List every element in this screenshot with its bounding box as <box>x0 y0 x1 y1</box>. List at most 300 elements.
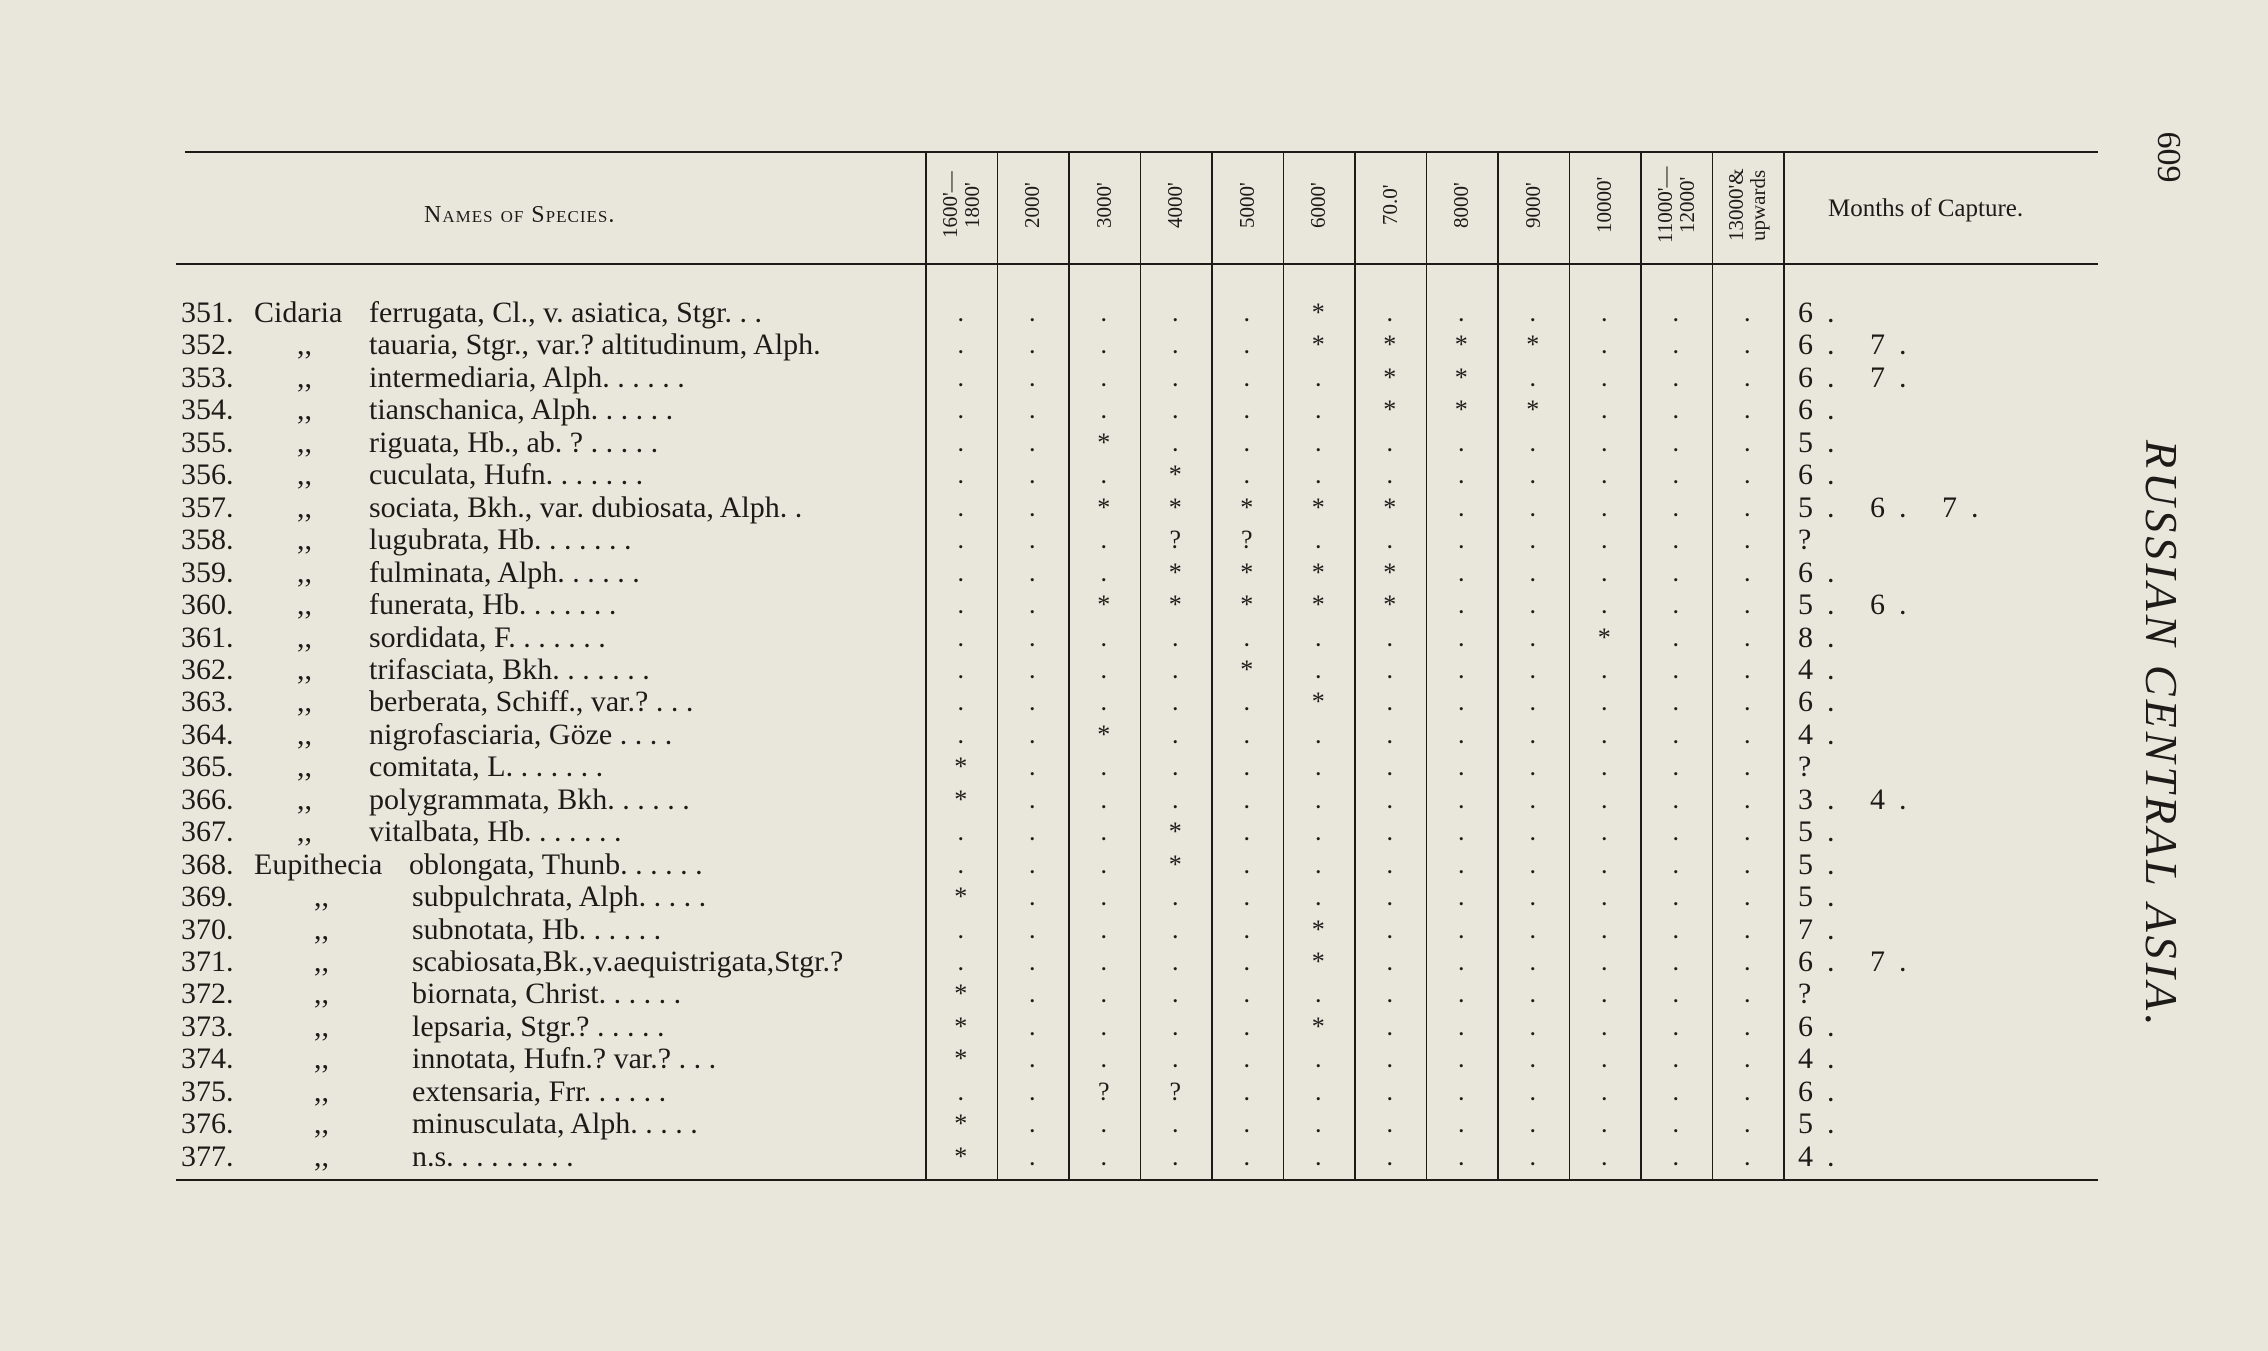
altitude-cell: . <box>957 460 964 490</box>
altitude-cell: . <box>1529 1011 1536 1041</box>
altitude-cell: . <box>1029 1076 1036 1106</box>
species-number: 367. <box>181 815 234 849</box>
altitude-cell: . <box>1029 460 1036 490</box>
page-number: 609 <box>2150 131 2187 183</box>
species-name: lugubrata, Hb. . . . . . . <box>369 523 632 557</box>
altitude-cell: . <box>1100 1109 1107 1139</box>
altitude-cell: . <box>1100 1141 1107 1171</box>
altitude-cell: . <box>1601 460 1608 490</box>
column-line <box>1068 151 1070 1180</box>
altitude-cell: * <box>1454 330 1468 360</box>
altitude-cell: . <box>1243 947 1250 976</box>
altitude-cell: * <box>1311 947 1325 976</box>
species-number: 362. <box>181 652 234 686</box>
ditto-mark: ,, <box>297 782 312 816</box>
altitude-cell: . <box>1029 492 1036 522</box>
altitude-cell: . <box>1744 654 1751 684</box>
species-number: 369. <box>181 880 234 914</box>
altitude-cell: . <box>1029 752 1036 782</box>
altitude-cell: . <box>1243 330 1250 360</box>
species-name: comitata, L. . . . . . . <box>369 750 604 784</box>
species-number: 365. <box>181 750 234 784</box>
altitude-cell: . <box>1601 817 1608 847</box>
months-of-capture: 6. <box>1798 296 1849 329</box>
altitude-cell: . <box>1315 1109 1322 1139</box>
altitude-cell: . <box>1529 298 1536 327</box>
altitude-cell: . <box>957 1076 964 1106</box>
altitude-cell: . <box>957 947 964 976</box>
altitude-cell: . <box>957 362 964 392</box>
altitude-cell: * <box>1168 590 1182 620</box>
altitude-cell: . <box>1601 719 1608 749</box>
ditto-mark: ,, <box>314 1107 329 1141</box>
altitude-cell: . <box>1458 1044 1465 1074</box>
species-number: 377. <box>181 1139 234 1173</box>
altitude-cell: . <box>1672 1109 1679 1139</box>
months-of-capture: 5. <box>1798 880 1849 914</box>
altitude-cell: . <box>957 298 964 327</box>
species-number: 373. <box>181 1009 234 1043</box>
altitude-header: 6000' <box>1306 182 1331 228</box>
months-of-capture: 4. <box>1798 1042 1849 1076</box>
altitude-cell: . <box>1100 362 1107 392</box>
ditto-mark: ,, <box>297 750 312 784</box>
altitude-cell: . <box>1744 427 1751 457</box>
altitude-cell: . <box>1601 557 1608 587</box>
altitude-header: 8000' <box>1449 182 1474 228</box>
altitude-cell: . <box>1243 460 1250 490</box>
altitude-cell: . <box>1029 557 1036 587</box>
altitude-cell: . <box>1100 882 1107 912</box>
months-of-capture: ? <box>1798 523 1826 557</box>
altitude-cell: . <box>1029 687 1036 717</box>
ditto-mark: ,, <box>314 1074 329 1108</box>
altitude-cell: * <box>1097 719 1111 749</box>
altitude-cell: . <box>1744 395 1751 425</box>
altitude-cell: . <box>1100 525 1107 555</box>
months-of-capture: 4. <box>1798 652 1849 686</box>
altitude-cell: * <box>954 1011 968 1041</box>
species-name: extensaria, Frr. . . . . . <box>412 1074 667 1108</box>
altitude-cell: . <box>1029 817 1036 847</box>
altitude-cell: . <box>1029 882 1036 912</box>
altitude-cell: . <box>1601 330 1608 360</box>
altitude-cell: . <box>1672 622 1679 652</box>
ditto-mark: ,, <box>314 912 329 946</box>
altitude-cell: . <box>1529 622 1536 652</box>
running-head: RUSSIAN CENTRAL ASIA. <box>2136 440 2187 1030</box>
species-number: 361. <box>181 620 234 654</box>
altitude-cell: . <box>1029 427 1036 457</box>
altitude-cell: . <box>1529 427 1536 457</box>
altitude-cell: . <box>1672 298 1679 327</box>
altitude-cell: . <box>1672 914 1679 944</box>
altitude-cell: . <box>1386 849 1393 879</box>
ditto-mark: ,, <box>297 393 312 427</box>
altitude-cell: . <box>1458 1076 1465 1106</box>
altitude-cell: . <box>1744 687 1751 717</box>
altitude-cell: . <box>1100 298 1107 327</box>
altitude-cell: . <box>1529 979 1536 1009</box>
ditto-mark: ,, <box>297 620 312 654</box>
altitude-cell: . <box>1172 914 1179 944</box>
species-name: nigrofasciaria, Göze . . . . <box>369 717 673 751</box>
genus-name: Eupithecia <box>254 847 383 881</box>
months-of-capture: 6. <box>1798 555 1849 589</box>
ditto-mark: ,, <box>297 328 312 362</box>
altitude-cell: . <box>1100 622 1107 652</box>
altitude-cell: . <box>1029 298 1036 327</box>
altitude-cell: . <box>1029 719 1036 749</box>
ditto-mark: ,, <box>314 1042 329 1076</box>
altitude-cell: . <box>1100 687 1107 717</box>
altitude-cell: . <box>1458 525 1465 555</box>
altitude-cell: . <box>1672 719 1679 749</box>
species-number: 354. <box>181 393 234 427</box>
months-of-capture: 6. 7. <box>1798 360 1921 394</box>
altitude-cell: . <box>1458 882 1465 912</box>
altitude-cell: . <box>1386 525 1393 555</box>
altitude-cell: . <box>1672 1011 1679 1041</box>
altitude-cell: . <box>957 914 964 944</box>
altitude-cell: * <box>1526 330 1540 360</box>
altitude-cell: . <box>1315 622 1322 652</box>
altitude-cell: . <box>1672 557 1679 587</box>
months-of-capture: 5. <box>1798 425 1849 459</box>
species-name: n.s. . . . . . . . . <box>412 1139 574 1173</box>
altitude-cell: * <box>1240 492 1254 522</box>
altitude-header: 13000'& upwards <box>1724 168 1771 242</box>
altitude-cell: * <box>954 784 968 814</box>
header-rule <box>176 263 2098 265</box>
altitude-cell: . <box>1315 784 1322 814</box>
altitude-cell: . <box>1315 460 1322 490</box>
altitude-cell: . <box>1529 719 1536 749</box>
altitude-cell: . <box>1672 979 1679 1009</box>
column-line <box>1569 151 1571 1180</box>
column-line <box>1783 151 1785 1180</box>
species-name: tianschanica, Alph. . . . . . <box>369 393 674 427</box>
altitude-cell: . <box>1458 557 1465 587</box>
months-of-capture: 6. 7. <box>1798 328 1921 362</box>
species-name: fulminata, Alph. . . . . . <box>369 555 640 589</box>
altitude-cell: * <box>1383 362 1397 392</box>
altitude-cell: . <box>1243 1076 1250 1106</box>
altitude-cell: . <box>1529 849 1536 879</box>
names-header: Names of Species. <box>424 202 616 228</box>
months-header: Months of Capture. <box>1828 195 2024 222</box>
altitude-cell: . <box>1100 395 1107 425</box>
months-of-capture: 6. <box>1798 393 1849 427</box>
altitude-cell: . <box>1672 1044 1679 1074</box>
altitude-cell: . <box>1029 330 1036 360</box>
altitude-cell: . <box>1672 752 1679 782</box>
altitude-cell: . <box>1601 1141 1608 1171</box>
altitude-cell: . <box>1601 1109 1608 1139</box>
altitude-cell: . <box>1172 395 1179 425</box>
altitude-cell: . <box>1672 784 1679 814</box>
months-of-capture: 6. <box>1798 685 1849 719</box>
altitude-cell: . <box>1458 979 1465 1009</box>
altitude-cell: . <box>1315 525 1322 555</box>
altitude-cell: . <box>1672 460 1679 490</box>
altitude-cell: . <box>1458 1109 1465 1139</box>
altitude-cell: ? <box>1240 525 1253 555</box>
altitude-cell: . <box>1601 752 1608 782</box>
altitude-cell: . <box>1243 817 1250 847</box>
altitude-cell: . <box>1601 687 1608 717</box>
species-number: 376. <box>181 1107 234 1141</box>
species-name: innotata, Hufn.? var.? . . . <box>412 1042 717 1076</box>
species-name: trifasciata, Bkh. . . . . . . <box>369 652 650 686</box>
altitude-cell: . <box>1529 752 1536 782</box>
altitude-cell: . <box>1315 849 1322 879</box>
altitude-cell: . <box>1315 654 1322 684</box>
altitude-header: 2000' <box>1020 182 1045 228</box>
altitude-cell: . <box>1243 1044 1250 1074</box>
altitude-cell: . <box>957 849 964 879</box>
column-line <box>1712 151 1714 1180</box>
altitude-cell: . <box>1744 298 1751 327</box>
months-of-capture: 5. 6. 7. <box>1798 490 1993 524</box>
altitude-cell: . <box>1744 914 1751 944</box>
altitude-cell: * <box>1168 557 1182 587</box>
altitude-cell: . <box>1601 1076 1608 1106</box>
altitude-cell: * <box>1097 427 1111 457</box>
altitude-cell: . <box>1529 525 1536 555</box>
altitude-cell: . <box>1744 330 1751 360</box>
species-name: vitalbata, Hb. . . . . . . <box>369 815 622 849</box>
altitude-cell: * <box>1311 557 1325 587</box>
altitude-cell: . <box>1529 654 1536 684</box>
altitude-cell: . <box>1243 298 1250 327</box>
altitude-cell: . <box>1744 882 1751 912</box>
species-number: 352. <box>181 328 234 362</box>
altitude-cell: * <box>1526 395 1540 425</box>
altitude-header: 10000' <box>1592 176 1617 234</box>
altitude-cell: . <box>1529 882 1536 912</box>
altitude-cell: * <box>1311 687 1325 717</box>
species-number: 372. <box>181 977 234 1011</box>
altitude-cell: . <box>1100 784 1107 814</box>
altitude-cell: . <box>1672 590 1679 620</box>
species-name: oblongata, Thunb. . . . . . <box>409 847 703 881</box>
altitude-cell: . <box>1386 752 1393 782</box>
altitude-cell: . <box>1029 979 1036 1009</box>
altitude-cell: . <box>1601 395 1608 425</box>
column-line <box>1140 151 1142 1180</box>
altitude-cell: ? <box>1169 525 1182 555</box>
altitude-header: 9000' <box>1520 182 1545 228</box>
altitude-cell: . <box>1601 882 1608 912</box>
altitude-cell: * <box>954 752 968 782</box>
altitude-cell: . <box>1386 914 1393 944</box>
altitude-cell: . <box>1315 752 1322 782</box>
altitude-cell: . <box>1601 298 1608 327</box>
altitude-cell: . <box>1744 1109 1751 1139</box>
altitude-cell: . <box>1672 882 1679 912</box>
altitude-cell: . <box>1601 525 1608 555</box>
species-name: sordidata, F. . . . . . . <box>369 620 606 654</box>
ditto-mark: ,, <box>314 1009 329 1043</box>
species-name: riguata, Hb., ab. ? . . . . . <box>369 425 659 459</box>
altitude-cell: . <box>1029 1109 1036 1139</box>
ditto-mark: ,, <box>314 1139 329 1173</box>
altitude-cell: . <box>1529 590 1536 620</box>
column-line <box>1426 151 1428 1180</box>
altitude-cell: . <box>1243 1011 1250 1041</box>
altitude-cell: . <box>1672 525 1679 555</box>
altitude-cell: . <box>957 654 964 684</box>
altitude-cell: . <box>1029 1044 1036 1074</box>
altitude-cell: * <box>1311 492 1325 522</box>
months-of-capture: 6. 7. <box>1798 945 1921 978</box>
altitude-cell: . <box>1601 1011 1608 1041</box>
altitude-cell: . <box>1029 362 1036 392</box>
altitude-cell: . <box>1386 1109 1393 1139</box>
altitude-cell: . <box>1458 1011 1465 1041</box>
altitude-cell: . <box>1458 817 1465 847</box>
species-name: sociata, Bkh., var. dubiosata, Alph. . <box>369 490 803 524</box>
months-of-capture: 4. <box>1798 717 1849 751</box>
altitude-cell: . <box>1100 752 1107 782</box>
altitude-header: 3000' <box>1091 182 1116 228</box>
altitude-cell: . <box>1529 1076 1536 1106</box>
species-name: ferrugata, Cl., v. asiatica, Stgr. . . <box>369 296 762 329</box>
altitude-cell: . <box>1458 752 1465 782</box>
months-of-capture: 5. <box>1798 815 1849 849</box>
altitude-cell: * <box>1311 330 1325 360</box>
altitude-cell: . <box>1172 1044 1179 1074</box>
altitude-cell: . <box>957 330 964 360</box>
ditto-mark: ,, <box>297 458 312 492</box>
altitude-cell: . <box>1315 427 1322 457</box>
ditto-mark: ,, <box>297 490 312 524</box>
altitude-cell: ? <box>1097 1076 1110 1106</box>
altitude-cell: . <box>1029 1141 1036 1171</box>
column-line <box>925 151 927 1180</box>
species-number: 353. <box>181 360 234 394</box>
ditto-mark: ,, <box>297 588 312 622</box>
altitude-cell: . <box>1529 1044 1536 1074</box>
species-number: 370. <box>181 912 234 946</box>
altitude-cell: . <box>1529 492 1536 522</box>
altitude-cell: . <box>1386 427 1393 457</box>
altitude-cell: . <box>1243 622 1250 652</box>
altitude-cell: . <box>1172 654 1179 684</box>
altitude-cell: . <box>1744 947 1751 976</box>
altitude-cell: . <box>1100 817 1107 847</box>
species-name: biornata, Christ. . . . . . <box>412 977 682 1011</box>
species-name: polygrammata, Bkh. . . . . . <box>369 782 690 816</box>
altitude-cell: . <box>1386 1011 1393 1041</box>
altitude-cell: . <box>1100 1044 1107 1074</box>
altitude-cell: * <box>954 1141 968 1171</box>
ditto-mark: ,, <box>314 977 329 1011</box>
altitude-cell: . <box>1601 427 1608 457</box>
altitude-cell: * <box>1311 590 1325 620</box>
altitude-cell: . <box>1458 427 1465 457</box>
altitude-cell: . <box>1458 947 1465 976</box>
altitude-cell: . <box>1315 1044 1322 1074</box>
months-of-capture: 6. <box>1798 1074 1849 1108</box>
altitude-cell: . <box>1458 687 1465 717</box>
species-name: subnotata, Hb. . . . . . <box>412 912 662 946</box>
altitude-cell: . <box>1386 460 1393 490</box>
altitude-cell: . <box>1243 882 1250 912</box>
altitude-cell: ? <box>1169 1076 1182 1106</box>
altitude-cell: . <box>1458 784 1465 814</box>
altitude-cell: . <box>1029 590 1036 620</box>
altitude-cell: . <box>1029 525 1036 555</box>
column-line <box>1211 151 1213 1180</box>
altitude-cell: . <box>1744 590 1751 620</box>
altitude-cell: . <box>1529 784 1536 814</box>
altitude-cell: . <box>1243 979 1250 1009</box>
altitude-cell: . <box>1172 752 1179 782</box>
altitude-cell: . <box>1386 719 1393 749</box>
altitude-cell: . <box>1172 1011 1179 1041</box>
species-name: berberata, Schiff., var.? . . . <box>369 685 694 719</box>
altitude-cell: * <box>954 1044 968 1074</box>
altitude-cell: . <box>1529 817 1536 847</box>
altitude-cell: . <box>957 525 964 555</box>
altitude-cell: . <box>1315 719 1322 749</box>
altitude-cell: . <box>1315 362 1322 392</box>
altitude-cell: . <box>1386 1076 1393 1106</box>
altitude-cell: . <box>957 719 964 749</box>
altitude-cell: . <box>1386 1044 1393 1074</box>
altitude-cell: . <box>1243 849 1250 879</box>
species-number: 371. <box>181 945 234 978</box>
altitude-cell: . <box>1672 1076 1679 1106</box>
altitude-cell: . <box>1672 687 1679 717</box>
altitude-cell: . <box>1243 687 1250 717</box>
altitude-cell: . <box>1744 622 1751 652</box>
altitude-cell: * <box>1311 914 1325 944</box>
altitude-cell: . <box>1315 817 1322 847</box>
altitude-cell: . <box>1386 687 1393 717</box>
genus-name: Cidaria <box>254 296 343 329</box>
altitude-cell: . <box>1601 914 1608 944</box>
species-name: minusculata, Alph. . . . . <box>412 1107 698 1141</box>
altitude-cell: . <box>1672 817 1679 847</box>
altitude-cell: . <box>1672 362 1679 392</box>
altitude-cell: . <box>1172 330 1179 360</box>
altitude-cell: . <box>1529 557 1536 587</box>
altitude-cell: . <box>1744 1141 1751 1171</box>
altitude-cell: . <box>1172 979 1179 1009</box>
altitude-cell: . <box>957 590 964 620</box>
species-name: lepsaria, Stgr.? . . . . . <box>412 1009 665 1043</box>
ditto-mark: ,, <box>297 815 312 849</box>
altitude-cell: . <box>957 557 964 587</box>
altitude-cell: . <box>1100 654 1107 684</box>
altitude-cell: . <box>1172 784 1179 814</box>
altitude-cell: . <box>1243 784 1250 814</box>
months-of-capture: ? <box>1798 977 1826 1011</box>
altitude-cell: . <box>1172 882 1179 912</box>
altitude-cell: . <box>1601 362 1608 392</box>
column-line <box>1497 151 1499 1180</box>
altitude-cell: . <box>1458 622 1465 652</box>
altitude-cell: * <box>1240 654 1254 684</box>
altitude-cell: . <box>1243 395 1250 425</box>
altitude-cell: . <box>957 492 964 522</box>
altitude-cell: . <box>1601 654 1608 684</box>
species-number: 359. <box>181 555 234 589</box>
altitude-cell: . <box>1672 1141 1679 1171</box>
